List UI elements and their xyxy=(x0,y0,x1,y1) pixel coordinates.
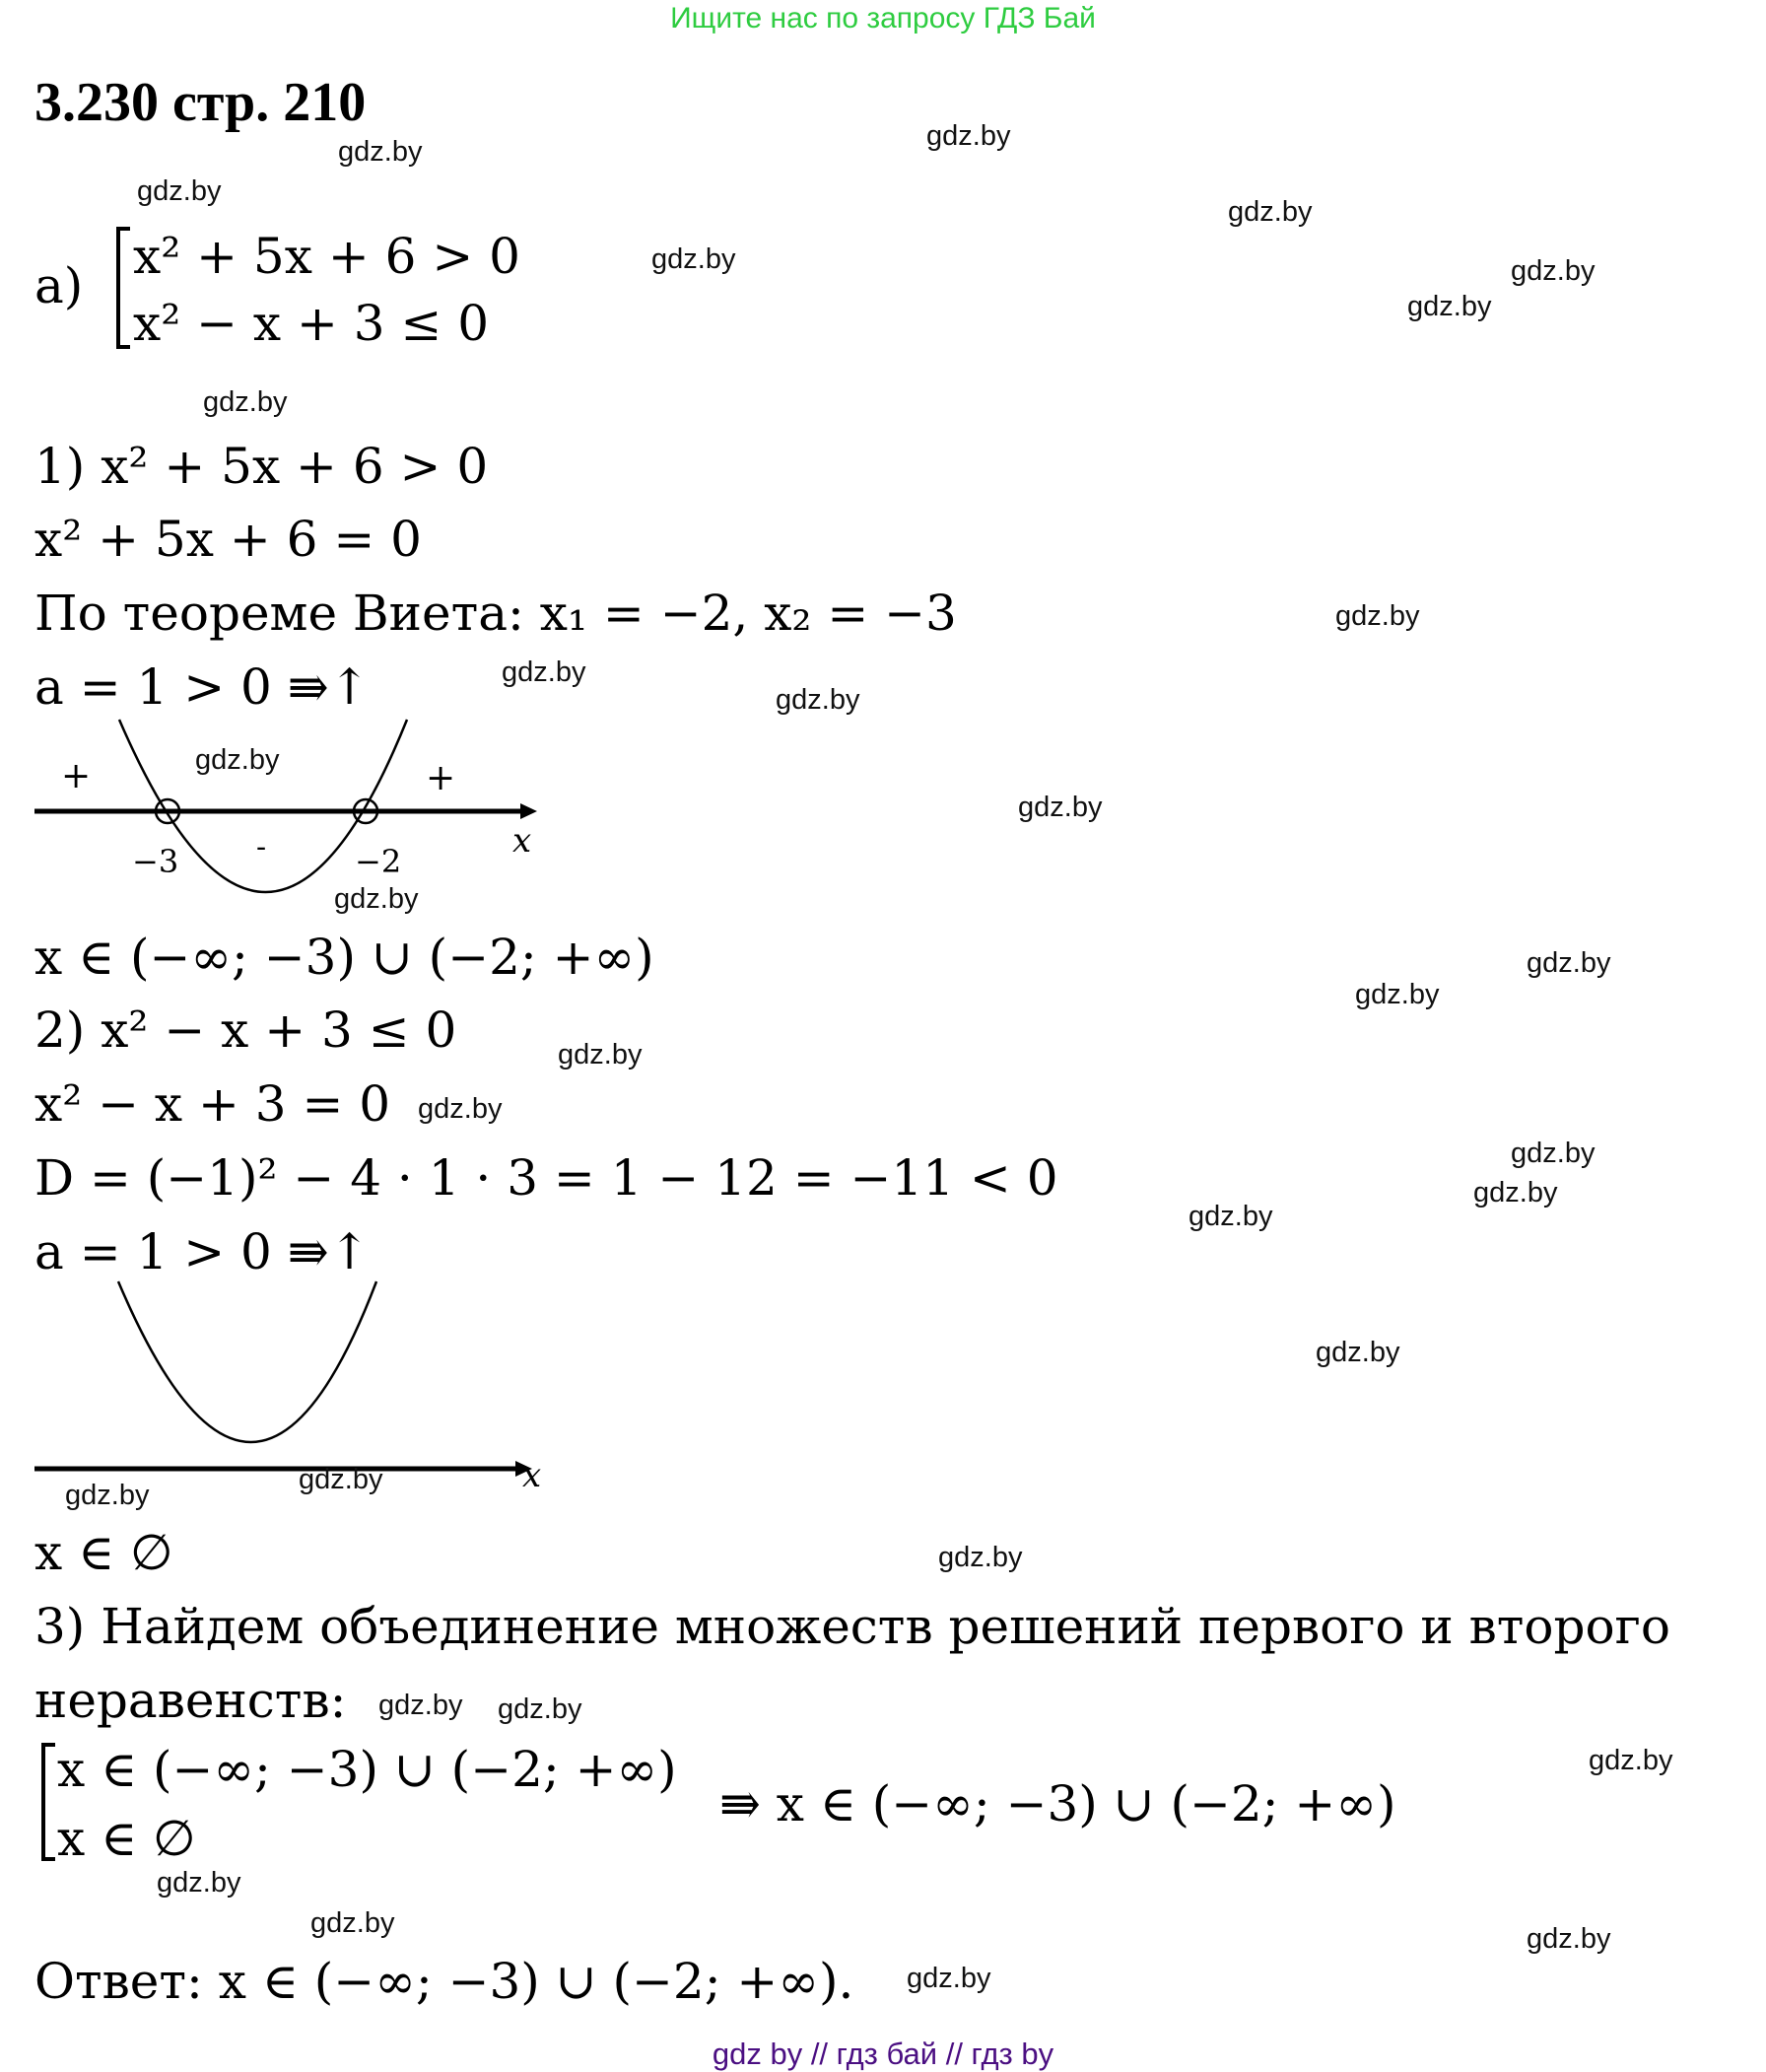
axis-x-label-2: x xyxy=(522,1456,542,1495)
sign-minus: - xyxy=(256,830,267,864)
step1-leading-coef: a = 1 > 0 ⇛↑ xyxy=(34,658,371,716)
root-right-label: −2 xyxy=(355,843,402,880)
watermark: gdz.by xyxy=(203,386,288,418)
watermark: gdz.by xyxy=(926,120,1011,152)
watermark: gdz.by xyxy=(502,656,586,688)
watermark: gdz.by xyxy=(1407,291,1492,322)
watermark: gdz.by xyxy=(498,1693,582,1725)
watermark: gdz.by xyxy=(1335,600,1420,632)
step2-title: 2) x² − x + 3 ≤ 0 xyxy=(34,1001,457,1059)
union-bracket xyxy=(41,1743,55,1861)
answer: Ответ: x ∈ (−∞; −3) ∪ (−2; +∞). xyxy=(34,1953,854,2010)
parabola-graph-1 xyxy=(34,720,537,892)
watermark: gdz.by xyxy=(1189,1201,1273,1232)
union-line-1: x ∈ (−∞; −3) ∪ (−2; +∞) xyxy=(57,1741,677,1798)
sign-plus-left: + xyxy=(61,756,92,796)
watermark: gdz.by xyxy=(310,1907,395,1939)
watermark: gdz.by xyxy=(776,684,860,716)
watermark: gdz.by xyxy=(1589,1745,1673,1776)
watermark: gdz.by xyxy=(907,1963,991,1994)
step1-title: 1) x² + 5x + 6 > 0 xyxy=(34,438,489,495)
watermark: gdz.by xyxy=(1511,1138,1596,1169)
step2-equation: x² − x + 3 = 0 xyxy=(34,1075,391,1133)
watermark: gdz.by xyxy=(1316,1337,1400,1368)
watermark: gdz.by xyxy=(157,1867,241,1899)
search-banner: Ищите нас по запросу ГДЗ Бай xyxy=(670,2,1096,35)
step3-text-line1: 3) Найдем объединение множеств решений первого и второго xyxy=(34,1598,1670,1655)
watermark: gdz.by xyxy=(1527,947,1611,979)
watermark: gdz.by xyxy=(651,243,736,275)
step2-leading-coef: a = 1 > 0 ⇛↑ xyxy=(34,1223,371,1280)
watermark: gdz.by xyxy=(558,1039,643,1071)
footer-links: gdz by // гдз бай // гдз by xyxy=(712,2037,1054,2071)
watermark: gdz.by xyxy=(1511,255,1596,287)
watermark: gdz.by xyxy=(65,1480,150,1511)
root-left-label: −3 xyxy=(132,843,179,880)
watermark: gdz.by xyxy=(378,1690,463,1721)
watermark: gdz.by xyxy=(418,1093,503,1125)
watermark: gdz.by xyxy=(137,175,222,207)
watermark: gdz.by xyxy=(1018,792,1103,823)
axis-x-label-1: x xyxy=(512,821,532,861)
step3-text-line2: неравенств: xyxy=(34,1672,347,1729)
system-line-1: x² + 5x + 6 > 0 xyxy=(133,228,520,285)
watermark: gdz.by xyxy=(195,744,280,776)
watermark: gdz.by xyxy=(338,136,423,168)
part-label: а) xyxy=(34,257,84,314)
step1-equation: x² + 5x + 6 = 0 xyxy=(34,511,422,568)
problem-heading: 3.230 стр. 210 xyxy=(34,72,367,133)
step2-discriminant: D = (−1)² − 4 · 1 · 3 = 1 − 12 = −11 < 0 xyxy=(34,1149,1058,1207)
sign-plus-right: + xyxy=(426,758,456,798)
watermark: gdz.by xyxy=(334,883,419,915)
watermark: gdz.by xyxy=(1228,196,1313,228)
watermark: gdz.by xyxy=(1355,979,1440,1010)
parabola-graph-2 xyxy=(34,1281,532,1477)
step1-vieta: По теореме Виета: x₁ = −2, x₂ = −3 xyxy=(34,585,957,642)
step2-result: x ∈ ∅ xyxy=(34,1524,173,1581)
union-implication: ⇛ x ∈ (−∞; −3) ∪ (−2; +∞) xyxy=(719,1775,1396,1832)
system-line-2: x² − x + 3 ≤ 0 xyxy=(133,295,490,352)
step1-result: x ∈ (−∞; −3) ∪ (−2; +∞) xyxy=(34,929,654,986)
watermark: gdz.by xyxy=(299,1464,383,1495)
watermark: gdz.by xyxy=(1473,1177,1558,1209)
watermark: gdz.by xyxy=(938,1542,1023,1573)
union-line-2: x ∈ ∅ xyxy=(57,1810,196,1867)
watermark: gdz.by xyxy=(1527,1923,1611,1955)
